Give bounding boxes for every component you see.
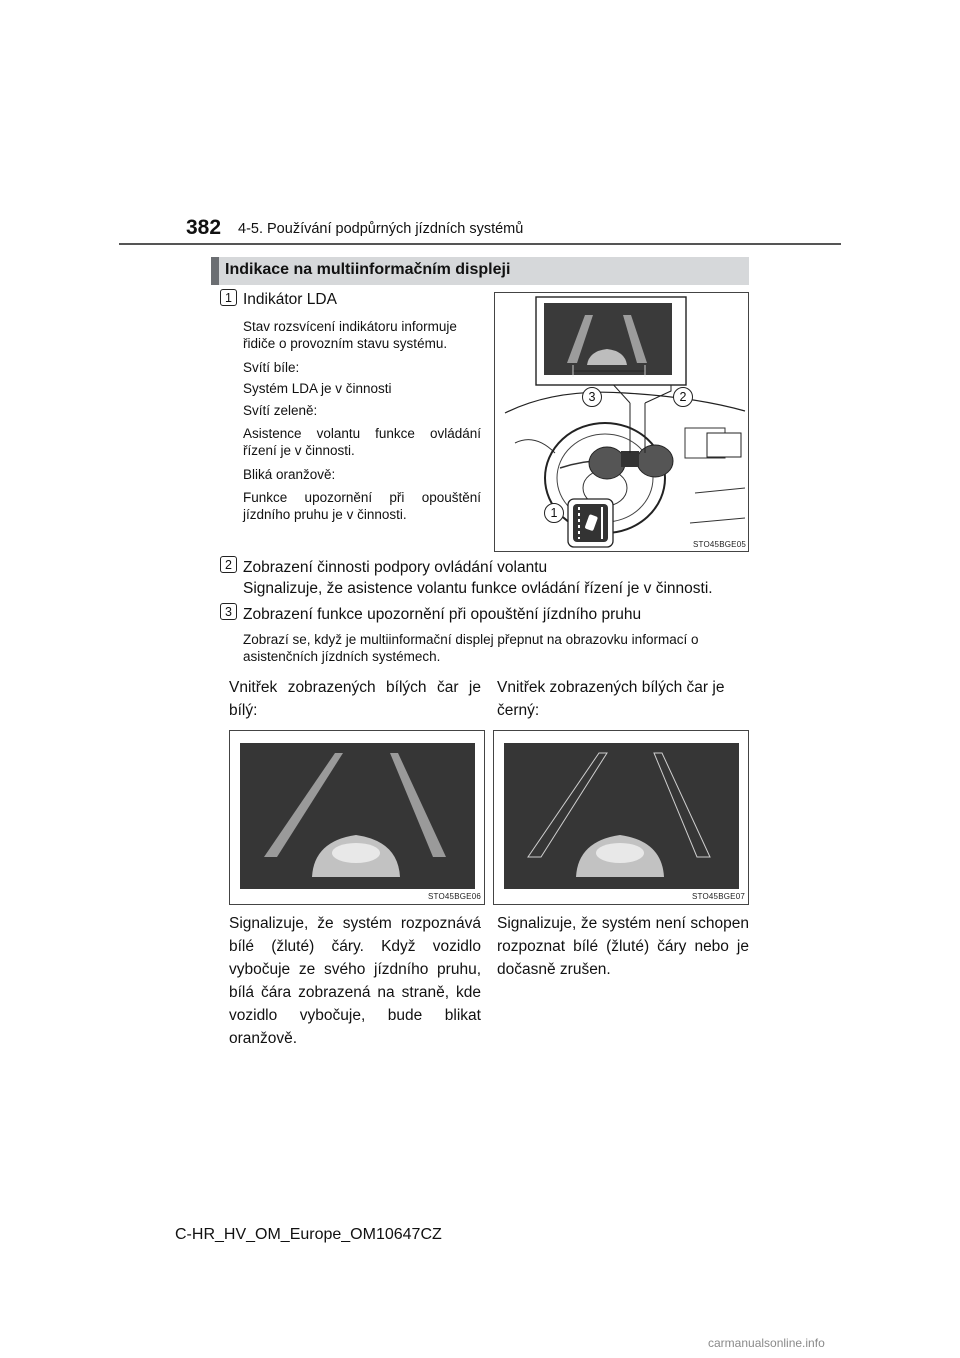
item-1-line-2: Svítí bíle: [243, 360, 300, 375]
item-1-line-1: Stav rozsvícení indikátoru informuje řidiče o provozním stavu systému. [243, 319, 457, 351]
dashboard-figure [494, 292, 749, 552]
left-column-text: Signalizuje, že systém rozpoznává bílé (žluté) čáry. Když vozidlo vybočuje ze svého jízdního pruhu, bílá čára zobrazená na straně, kde vozidlo vybočuje, bude blikat oranžově. [229, 915, 481, 1047]
white-lines-display [230, 731, 484, 904]
item-number-2: 2 [220, 556, 237, 573]
callout-1: 1 [544, 503, 564, 523]
item-number-3: 3 [220, 603, 237, 620]
item-1-line-3: Systém LDA je v činnosti [243, 381, 392, 396]
item-1-line-6: Bliká oranžově: [243, 467, 336, 482]
dashboard-illustration [495, 293, 748, 551]
section-title: Indikace na multiinformačním displeji [225, 261, 511, 278]
item-1-line-5: Asistence volantu funkce ovládání řízení je v činnosti. [243, 426, 481, 458]
watermark[interactable]: carmanualsonline.info [708, 1336, 825, 1350]
item-1-line-4: Svítí zeleně: [243, 403, 318, 418]
figure-black-lines [493, 730, 749, 905]
right-column-text: Signalizuje, že systém není schopen rozpoznat bílé (žluté) čáry nebo je dočasně zrušen. [497, 915, 749, 978]
figure-white-lines [229, 730, 485, 905]
item-body-2: Signalizuje, že asistence volantu funkce ovládání řízení je v činnosti. [243, 580, 713, 597]
item-body-3: Zobrazí se, když je multiinformační displej přepnut na obrazovku informací o asistenčních jízdních systémech. [243, 632, 699, 664]
item-title-1: Indikátor LDA [243, 291, 337, 308]
footer-doc-id: C-HR_HV_OM_Europe_OM10647CZ [175, 1226, 442, 1243]
left-column-heading: Vnitřek zobrazených bílých čar je bílý: [229, 679, 481, 719]
item-1-line-7: Funkce upozornění při opouštění jízdního pruhu je v činnosti. [243, 490, 481, 522]
figure-code-main: STO45BGE05 [693, 540, 746, 549]
callout-2: 2 [673, 387, 693, 407]
item-title-2: Zobrazení činnosti podpory ovládání volantu [243, 559, 548, 576]
section-heading [211, 257, 749, 285]
callout-3: 3 [582, 387, 602, 407]
header-divider [119, 243, 841, 245]
figure-code-left: STO45BGE06 [428, 892, 481, 901]
item-title-3: Zobrazení funkce upozornění při opouštění jízdního pruhu [243, 606, 642, 623]
page-number: 382 [186, 216, 222, 239]
black-lines-display [494, 731, 748, 904]
right-column-heading: Vnitřek zobrazených bílých čar je černý: [497, 679, 725, 719]
chapter-title: 4-5. Používání podpůrných jízdních systémů [238, 221, 524, 237]
section-accent [211, 257, 219, 285]
figure-code-right: STO45BGE07 [692, 892, 745, 901]
item-number-1: 1 [220, 289, 237, 306]
